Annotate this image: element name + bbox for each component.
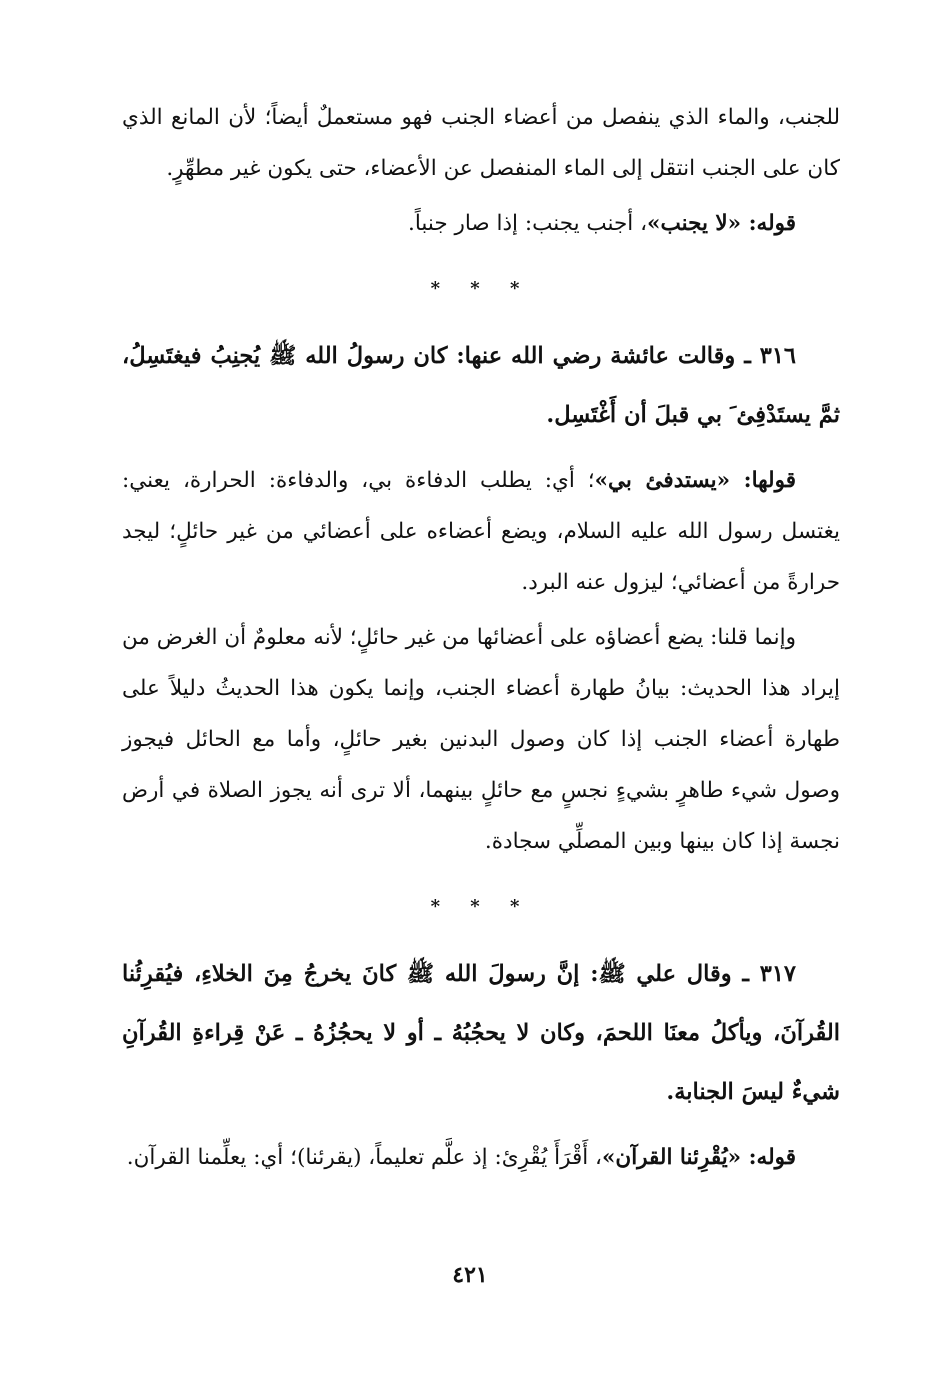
- commentary-lead: قوله: «لا يجنب»: [647, 211, 796, 236]
- paragraph-commentary-yuqriuna: [122, 1132, 840, 1183]
- paragraph-commentary-yastadfi: [122, 455, 840, 608]
- commentary-text: ، أجنب يجنب: إذا صار جنباً.: [407, 211, 648, 236]
- paragraph-explanation: وإنما قلنا: يضع أعضاؤه على أعضائها من غير حائلٍ؛ لأنه معلومٌ أن الغرض من إيراد هذا الحديث: بيانُ طهارة أعضاء الجنب، وإنما يكون هذا الحديثُ دليلاً على طهارة أعضاء الجنب إذا كان وصول البدنين بغير حائلٍ، وأما مع الحائل فيجوز وصول شيء طاهرٍ بشيءٍ نجسٍ مع حائلٍ بينهما، ألا ترى أنه يجوز الصلاة في أرض نجسة إذا كان بينها وبين المصلِّي سجادة.: [122, 625, 840, 854]
- commentary-lead: قولها: «يستدفئ بي»: [594, 468, 796, 493]
- section-separator: * * *: [430, 278, 532, 299]
- hadith-316: ٣١٦ ـ وقالت عائشة رضي الله عنها: كان رسولُ الله ﷺ يُجنِبُ فيغتَسِلُ، ثمَّ يستَدْفِئ َ بي قبلَ أن أَغْتَسِل.: [122, 343, 840, 428]
- commentary-text: ؛ أي: يطلب الدفاءة بي، والدفاءة: الحرارة، يعني: يغتسل رسول الله عليه السلام، ويضع أعضاءه على أعضائي من غير حائلٍ؛ ليجد حرارةً من أعضائي؛ ليزول عنه البرد.: [122, 468, 840, 595]
- commentary-lead: قوله: «يُقْرِئنا القرآن»: [601, 1145, 796, 1170]
- page-number: ٤٢١: [452, 1262, 488, 1288]
- paragraph-continuation: للجنب، والماء الذي ينفصل من أعضاء الجنب فهو مستعملٌ أيضاً؛ لأن المانع الذي كان على الجنب انتقل إلى الماء المنفصل عن الأعضاء، حتى يكون غير مطهِّرٍ.: [122, 105, 840, 181]
- section-separator: * * *: [430, 896, 532, 917]
- hadith-317: ٣١٧ ـ وقال علي ﷺ: إنَّ رسولَ الله ﷺ كانَ يخرجُ مِنَ الخلاءِ، فيُقرِئُنا القُرآنَ، ويأكلُ معنَا اللحمَ، وكان لا يحجُبُهُ ـ أو لا يحجُزُهُ ـ عَنْ قِراءةِ القُرآنِ شيءٌ ليسَ الجنابة.: [122, 961, 840, 1105]
- commentary-text: ، أَقْرَأَ يُقْرِئ: إذ علَّم تعليماً، (يقرئنا)؛ أي: يعلِّمنا القرآن.: [126, 1145, 602, 1170]
- paragraph-commentary-la-yajnub: [122, 198, 840, 249]
- page-body: [122, 92, 840, 1183]
